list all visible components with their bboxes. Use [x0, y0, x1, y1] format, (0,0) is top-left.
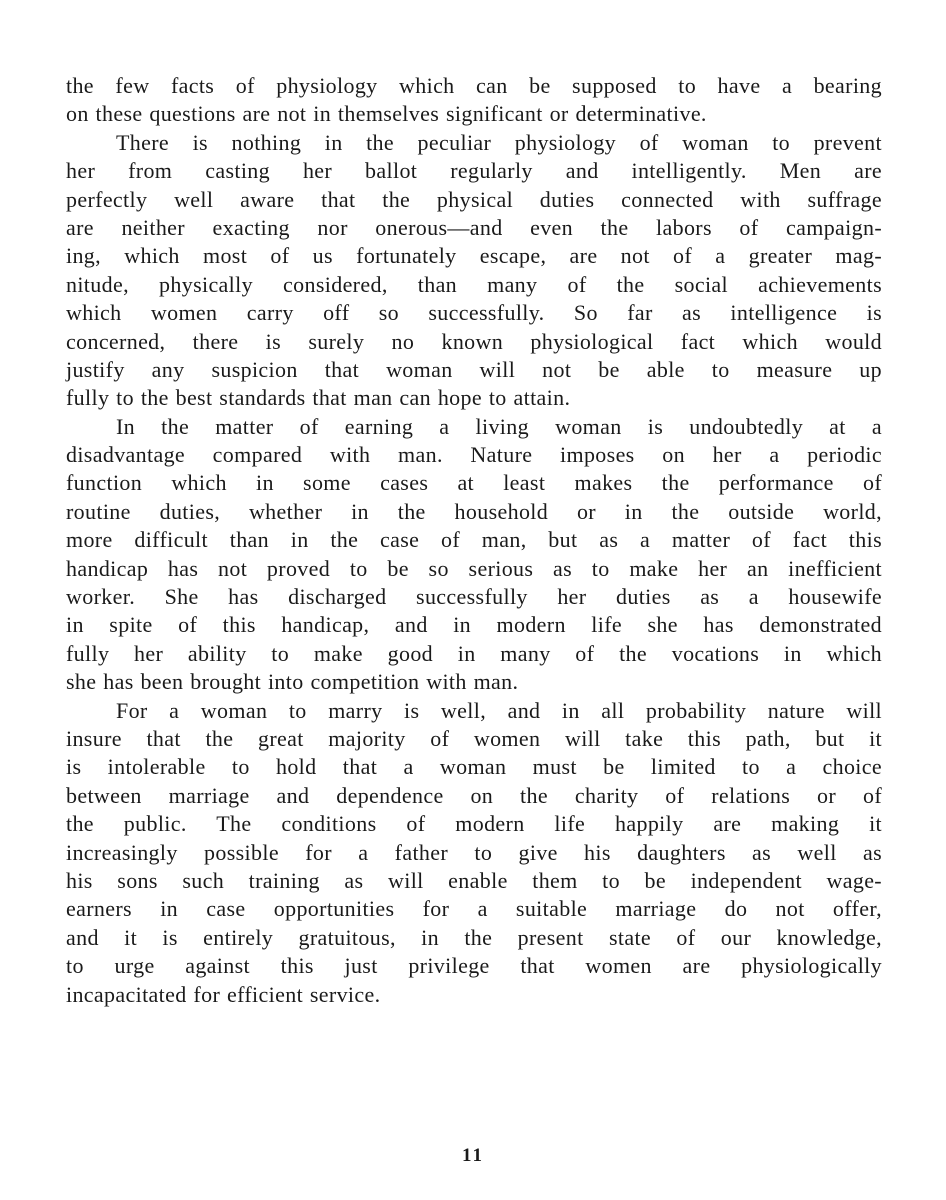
- text-line: more difficult than in the case of man, but as a matter of fact this: [66, 527, 882, 553]
- text-line: perfectly well aware that the physical duties connected with suffrage: [66, 186, 882, 212]
- text-line: insure that the great majority of women will take this path, but it: [66, 725, 882, 751]
- text-line: In the matter of earning a living woman is undoubtedly at a: [116, 413, 882, 439]
- text-line: routine duties, whether in the household or in the outside world,: [66, 498, 882, 524]
- text-line: For a woman to marry is well, and in all probability nature will: [116, 697, 882, 723]
- text-line: nitude, physically considered, than many of the social achievements: [66, 271, 882, 297]
- text-line: to urge against this just privilege that women are physiologically: [66, 953, 882, 979]
- text-line: fully to the best standards that man can hope to attain.: [66, 385, 571, 411]
- text-line: she has been brought into competition with man.: [66, 669, 519, 695]
- paragraph: [66, 697, 882, 1009]
- document-body: [66, 72, 882, 1009]
- text-line: in spite of this handicap, and in modern life she has demonstrated: [66, 612, 882, 638]
- paragraph: [66, 413, 882, 697]
- text-line: on these questions are not in themselves significant or determinative.: [66, 101, 707, 127]
- text-line: her from casting her ballot regularly and intelligently. Men are: [66, 158, 882, 184]
- text-line: are neither exacting nor onerous—and even the labors of campaign-: [66, 214, 882, 240]
- text-line: ing, which most of us fortunately escape, are not of a greater mag-: [66, 243, 882, 269]
- paragraph: [66, 72, 882, 129]
- page-number: 11: [462, 1145, 484, 1166]
- text-line: the public. The conditions of modern life happily are making it: [66, 811, 882, 837]
- text-line: between marriage and dependence on the charity of relations or of: [66, 782, 882, 808]
- text-line: incapacitated for efficient service.: [66, 981, 381, 1007]
- text-line: increasingly possible for a father to give his daughters as well as: [66, 839, 882, 865]
- text-line: There is nothing in the peculiar physiology of woman to prevent: [116, 129, 882, 155]
- text-line: worker. She has discharged successfully her duties as a housewife: [66, 584, 882, 610]
- paragraph: [66, 129, 882, 413]
- text-line: handicap has not proved to be so serious as to make her an inefficient: [66, 555, 882, 581]
- text-line: earners in case opportunities for a suitable marriage do not offer,: [66, 896, 882, 922]
- text-line: disadvantage compared with man. Nature imposes on her a periodic: [66, 442, 882, 468]
- text-line: fully her ability to make good in many of the vocations in which: [66, 640, 882, 666]
- text-line: his sons such training as will enable them to be independent wage-: [66, 867, 882, 893]
- text-line: concerned, there is surely no known physiological fact which would: [66, 328, 882, 354]
- text-line: is intolerable to hold that a woman must be limited to a choice: [66, 754, 882, 780]
- text-line: which women carry off so successfully. So far as intelligence is: [66, 300, 882, 326]
- text-line: and it is entirely gratuitous, in the present state of our knowledge,: [66, 924, 882, 950]
- text-line: justify any suspicion that woman will not be able to measure up: [66, 356, 882, 382]
- text-line: the few facts of physiology which can be supposed to have a bearing: [66, 73, 882, 98]
- text-line: function which in some cases at least makes the performance of: [66, 470, 882, 496]
